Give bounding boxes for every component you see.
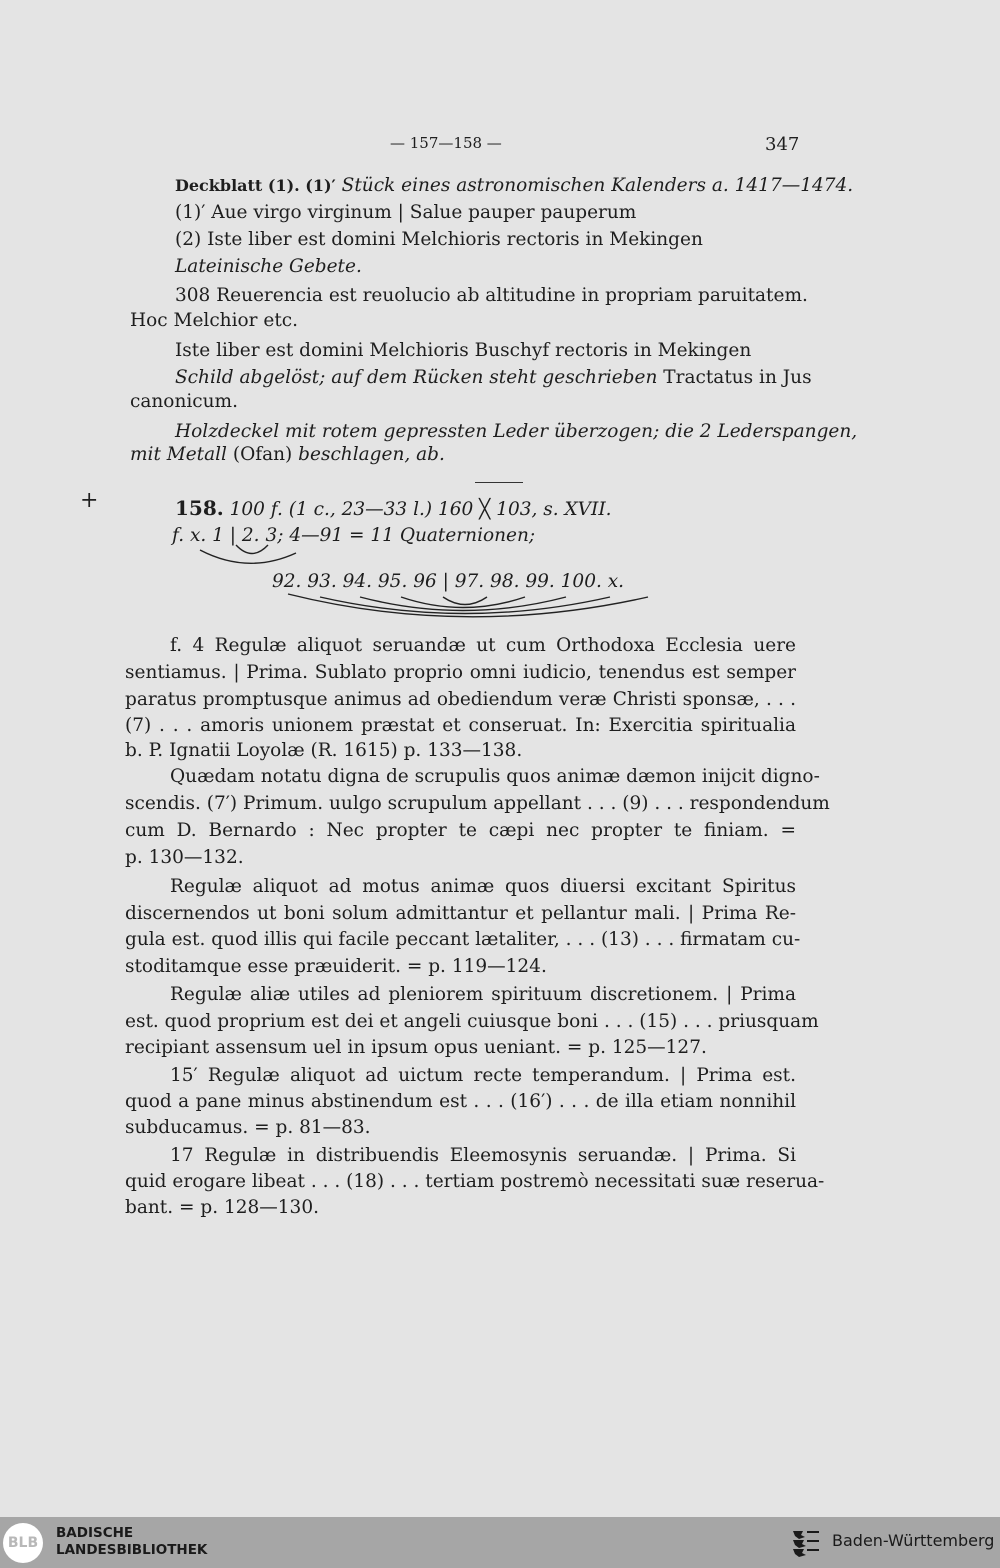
text-line: Iste liber est domini Melchioris Buschyf rectoris in Mekingen — [175, 340, 752, 361]
paragraph-line: b. P. Ignatii Loyolæ (R. 1615) p. 133—138. — [125, 740, 523, 761]
collation-line: f. x. 1 | 2. 3; 4—91 = 11 Quaternionen; — [172, 525, 536, 546]
text-line: Lateinische Gebete. — [175, 256, 362, 277]
footer-bar — [0, 1517, 1000, 1568]
paragraph-line: 17 Regulæ in distribuendis Eleemosynis seruandæ. | Prima. Si — [170, 1145, 796, 1166]
quire-arc — [401, 597, 525, 608]
library-name-line1: BADISCHE — [56, 1525, 134, 1541]
paragraph-line: 15′ Regulæ aliquot ad uictum recte temperandum. | Prima est. — [170, 1065, 796, 1086]
paragraph-line: paratus promptusque animus ad obediendum veræ Christi sponsæ, . . . — [125, 689, 796, 710]
text-span: Schild abgelöst; auf dem Rücken steht geschrieben — [175, 367, 658, 388]
text-span: Tractatus in Jus — [663, 367, 812, 388]
library-name[interactable] — [56, 1525, 207, 1559]
text-span: mit Metall — [130, 444, 227, 465]
paragraph-line: gula est. quod illis qui facile peccant lætaliter, . . . (13) . . . firmatam cu- — [125, 929, 801, 950]
blb-logo[interactable]: BLB — [3, 1523, 43, 1563]
text-line: 308 Reuerencia est reuolucio ab altitudine in propriam paruitatem. — [175, 285, 808, 306]
text-line: Hoc Melchior etc. — [130, 310, 298, 331]
paragraph-line: p. 130—132. — [125, 847, 244, 868]
paragraph-line: cum D. Bernardo : Nec propter te cæpi nec propter te finiam. = — [125, 820, 796, 841]
collation-line-2: 92. 93. 94. 95. 96 | 97. 98. 99. 100. x. — [272, 571, 625, 592]
calendar-note: Stück eines astronomischen Kalenders a. 1417—1474. — [341, 175, 854, 196]
quire-diagram — [0, 0, 1000, 660]
paragraph-line: subducamus. = p. 81—83. — [125, 1117, 371, 1138]
paragraph-line: (7) . . . amoris unionem præstat et conseruat. In: Exercitia spiritualia — [125, 715, 796, 736]
page-number: 347 — [765, 134, 800, 155]
paragraph-line: bant. = p. 128—130. — [125, 1197, 319, 1218]
text-line: (1)′ Aue virgo virginum | Salue pauper pauperum — [175, 202, 637, 223]
text-line: (2) Iste liber est domini Melchioris rectoris in Mekingen — [175, 229, 703, 250]
paragraph-line: Quædam notatu digna de scrupulis quos animæ dæmon inijcit digno- — [170, 766, 820, 787]
quire-arc — [236, 545, 268, 554]
quire-arc — [200, 550, 296, 563]
text-span: (Ofan) — [232, 444, 293, 465]
paragraph-line: sentiamus. | Prima. Sublato proprio omni iudicio, tenendus est semper — [125, 662, 796, 683]
entry-description: 100 f. (1 c., 23—33 l.) 160 ╳ 103, s. XVII. — [229, 499, 612, 520]
paragraph-line: f. 4 Regulæ aliquot seruandæ ut cum Orthodoxa Ecclesia uere — [170, 635, 796, 656]
quire-arc — [443, 597, 487, 605]
paragraph-line: recipiant assensum uel in ipsum opus ueniant. = p. 125—127. — [125, 1037, 707, 1058]
paragraph-line: discernendos ut boni solum admittantur et pellantur mali. | Prima Re- — [125, 903, 796, 924]
paragraph-line: quod a pane minus abstinendum est . . . (16′) . . . de illa etiam nonnihil — [125, 1091, 796, 1112]
margin-mark: + — [80, 488, 99, 513]
text-line: Holzdeckel mit rotem gepressten Leder überzogen; die 2 Lederspangen, — [175, 421, 858, 442]
paragraph-line: stoditamque esse præuiderit. = p. 119—124. — [125, 956, 547, 977]
paragraph-line: est. quod proprium est dei et angeli cuiusque boni . . . (15) . . . priusquam — [125, 1011, 819, 1032]
library-name-line2: LANDESBIBLIOTHEK — [56, 1542, 208, 1558]
deckblatt-label: Deckblatt (1). (1)′ — [175, 176, 336, 195]
state-name[interactable]: Baden-Württemberg — [832, 1531, 995, 1550]
paragraph-line: Regulæ aliquot ad motus animæ quos diuersi excitant Spiritus — [170, 876, 796, 897]
paragraph-line: quid erogare libeat . . . (18) . . . tertiam postremò necessitati suæ reserua- — [125, 1171, 825, 1192]
text-span: beschlagen, ab. — [298, 444, 445, 465]
coat-of-arms-icon — [789, 1527, 823, 1559]
text-line: canonicum. — [130, 391, 238, 412]
entry-range: — 157—158 — — [390, 134, 502, 152]
entry-number: 158. — [175, 496, 224, 520]
paragraph-line: scendis. (7′) Primum. uulgo scrupulum appellant . . . (9) . . . respondendum — [125, 793, 830, 814]
paragraph-line: Regulæ aliæ utiles ad pleniorem spirituum discretionem. | Prima — [170, 984, 796, 1005]
